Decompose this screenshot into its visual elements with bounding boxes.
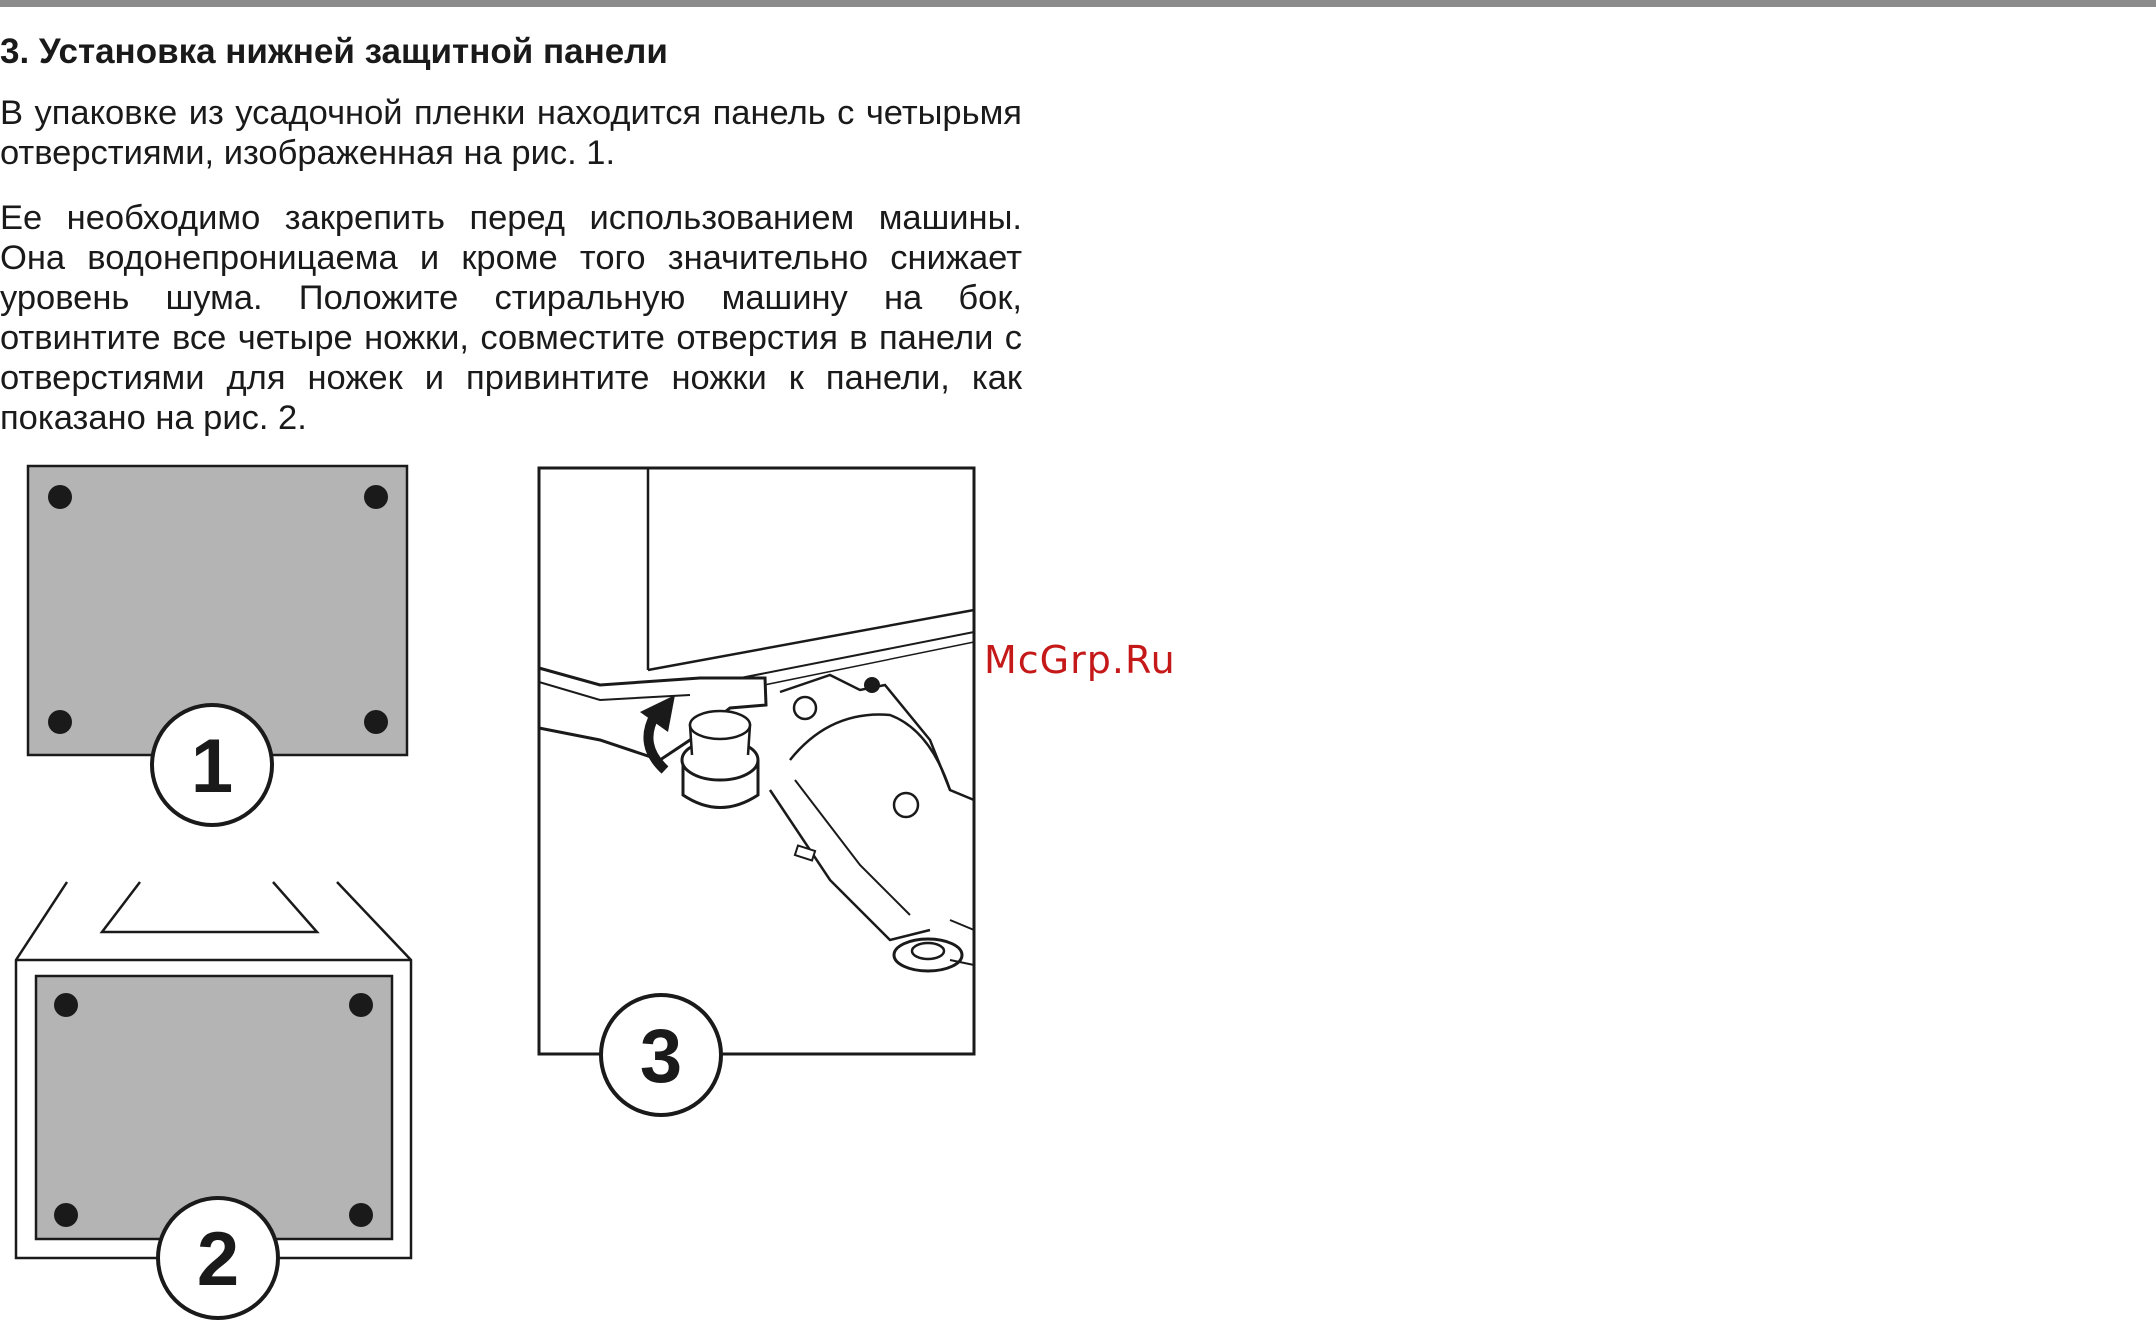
panel-hole bbox=[364, 485, 388, 509]
panel-hole bbox=[54, 993, 78, 1017]
panel-hole bbox=[54, 1203, 78, 1227]
figure-number-3: 3 bbox=[639, 1014, 683, 1099]
section-title: 3. Установка нижней защитной панели bbox=[0, 32, 668, 71]
bracket-hole bbox=[864, 677, 880, 693]
figure-3-drawing bbox=[530, 460, 980, 1130]
figure-2-panel-mounted bbox=[10, 870, 420, 1330]
watermark: McGrp.Ru bbox=[984, 638, 1176, 682]
figure-3-wrench-foot bbox=[530, 460, 980, 1130]
figure-number-2: 2 bbox=[196, 1217, 240, 1302]
bracket-hole bbox=[894, 793, 918, 817]
figure-number-1: 1 bbox=[190, 724, 234, 809]
figure-1-panel bbox=[20, 460, 420, 840]
panel-hole bbox=[48, 710, 72, 734]
machine-base-opening bbox=[102, 882, 317, 932]
panel-hole bbox=[48, 485, 72, 509]
panel-hole bbox=[349, 1203, 373, 1227]
panel-hole bbox=[364, 710, 388, 734]
figure-1-drawing bbox=[20, 460, 420, 840]
figure-2-drawing bbox=[10, 870, 420, 1330]
panel-hole bbox=[349, 993, 373, 1017]
paragraph-installation-instructions: Ее необходимо закрепить перед использованием машины. Она водонепроницаема и кроме того значительно снижает уровень шума. Положите стиральную машину на бок, отвинтите все четыре ножки, совместите отверстия в панели с отверстиями для ножек и привинтите ножки к панели, как показано на рис. 2. bbox=[0, 199, 1022, 437]
paragraph-panel-description: В упаковке из усадочной пленки находится панель с четырьмя отверстиями, изображенная на рис. 1. bbox=[0, 94, 1022, 172]
top-rule bbox=[0, 0, 2156, 7]
bracket-hole bbox=[794, 697, 816, 719]
